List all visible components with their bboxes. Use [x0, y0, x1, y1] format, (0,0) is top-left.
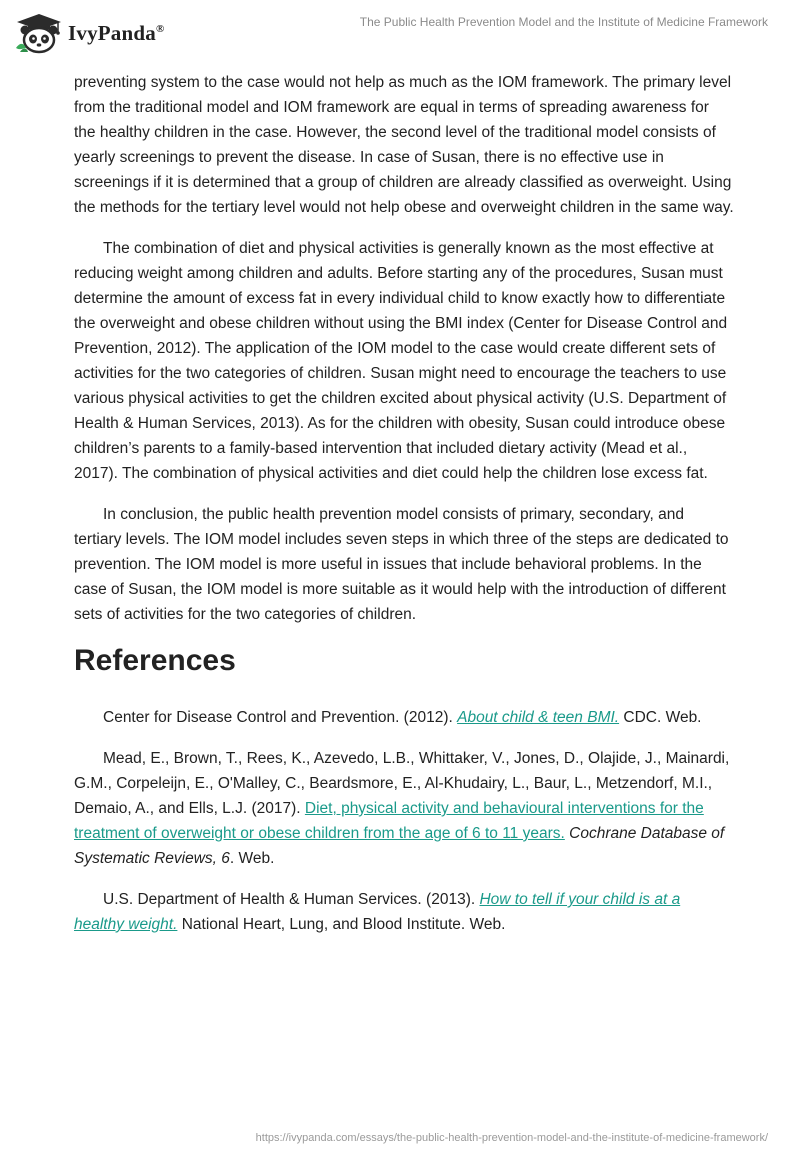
reference-link[interactable]: How to tell if your child is at a healthy weight.: [74, 891, 681, 933]
ivypanda-logo[interactable]: [14, 12, 164, 54]
panda-graduate-icon: [14, 12, 64, 54]
page-header: [0, 0, 800, 66]
footer-url[interactable]: https://ivypanda.com/essays/the-public-health-prevention-model-and-the-institute-of-medicine-framework/: [255, 1132, 768, 1144]
essay-content: [74, 70, 734, 953]
document-title: The Public Health Prevention Model and the Institute of Medicine Framework: [359, 15, 768, 29]
body-paragraph: preventing system to the case would not help as much as the IOM framework. The primary level from the traditional model and IOM framework are equal in terms of spreading awareness for the healthy children in the case. However, the second level of the traditional model consists of yearly screenings to prevent the disease. In case of Susan, there is no effective use in screenings if it is determined that a group of children are already classified as overweight. Using the methods for the tertiary level would not help obese and overweight children in the same way.: [74, 74, 734, 216]
reference-item: U.S. Department of Health & Human Services. (2013). How to tell if your child is at a healthy weight. National Heart, Lung, and Blood Institute. Web.: [74, 891, 681, 933]
reference-link[interactable]: About child & teen BMI.: [457, 709, 620, 726]
reference-item: Center for Disease Control and Prevention. (2012). About child & teen BMI. CDC. Web.: [103, 709, 702, 726]
body-paragraph: The combination of diet and physical activities is generally known as the most effective at reducing weight among children and adults. Before starting any of the procedures, Susan must determine the amount of excess fat in every individual child to know exactly how to differentiate the overweight and obese children without using the BMI index (Center for Disease Control and Prevention, 2012). The application of the IOM model to the case would create different sets of activities for the two categories of children. Susan might need to encourage the teachers to use various physical activities to get the children excited about physical activity (U.S. Department of Health & Human Services, 2013). As for the children with obesity, Susan could introduce obese children’s parents to a family-based intervention that included dietary activity (Mead et al., 2017). The combination of physical activities and diet could help the children lose excess fat.: [74, 240, 728, 482]
body-paragraph: In conclusion, the public health prevention model consists of primary, secondary, and tertiary levels. The IOM model includes seven steps in which three of the steps are dedicated to prevention. The IOM model is more useful in issues that include behavioral problems. In the case of Susan, the IOM model is more suitable as it would help with the introduction of different sets of activities for the two categories of children.: [74, 506, 729, 623]
brand-name: IvyPanda®: [68, 20, 165, 45]
registered-mark: ®: [155, 22, 165, 35]
journal-name: Cochrane Database of Systematic Reviews, 6: [74, 825, 725, 867]
references-heading: References: [74, 644, 236, 677]
reference-link[interactable]: Diet, physical activity and behavioural interventions for the treatment of overweight or obese children from the age of 6 to 11 years.: [74, 800, 704, 842]
reference-item: Mead, E., Brown, T., Rees, K., Azevedo, L.B., Whittaker, V., Jones, D., Olajide, J., Mainardi, G.M., Corpeleijn, E., O'Malley, C., Beardsmore, E., Al-Khudairy, L., Baur, L., Metzendorf, M.I., Demaio, A., and Ells, L.J. (2017). Diet, physical activity and behavioural interventions for the treatment of overweight or obese children from the age of 6 to 11 years. Cochrane Database of Systematic Reviews, 6. Web.: [74, 750, 730, 867]
